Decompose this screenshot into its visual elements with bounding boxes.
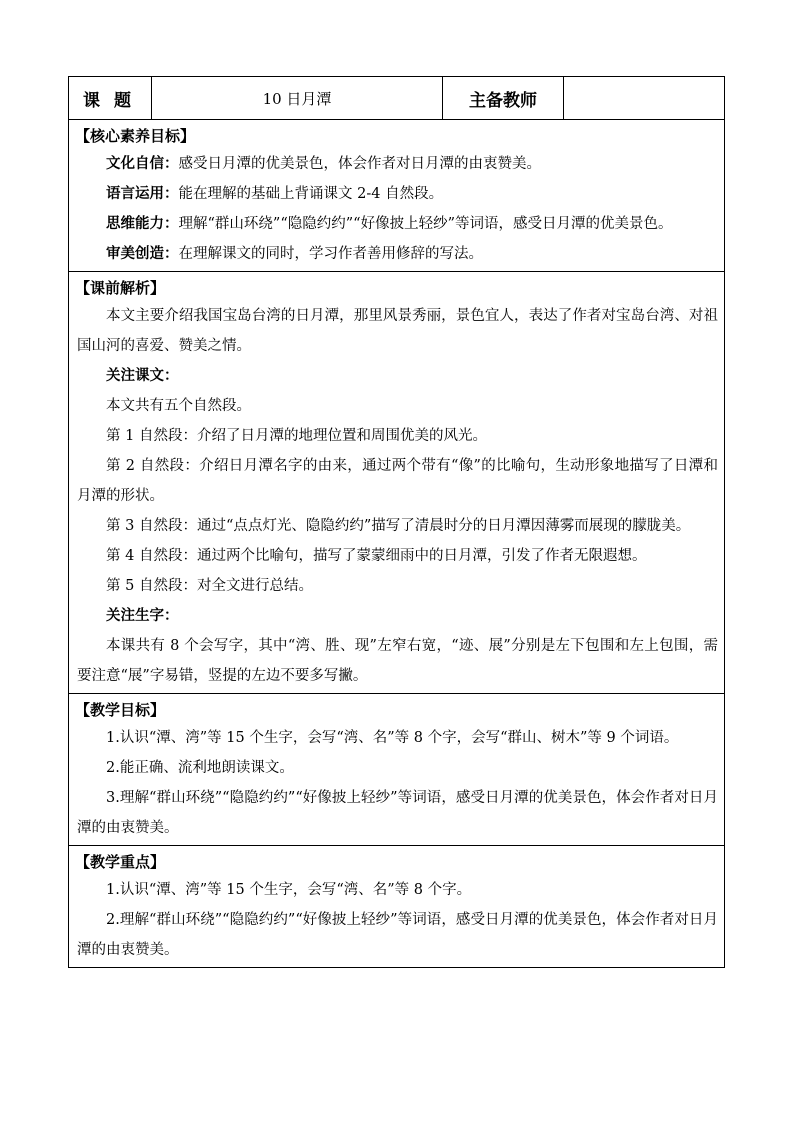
core-goal-text: 感受日月潭的优美景色，体会作者对日月潭的由衷赞美。 bbox=[178, 156, 541, 172]
analysis-paragraph: 第 4 自然段：通过两个比喻句，描写了蒙蒙细雨中的日月潭，引发了作者无限遐想。 bbox=[106, 548, 647, 564]
chars-text: 本课共有 8 个会写字，其中“湾、胜、现”左窄右宽，“迹、展”分别是左下包围和左上包围，需要注意“展”字易错，竖提的左边不要多写撇。 bbox=[77, 638, 718, 684]
focus-chars-label: 关注生字： bbox=[106, 607, 179, 624]
key-point-item: 2.理解“群山环绕”“隐隐约约”“好像披上轻纱”等词语，感受日月潭的优美景色，体会作者对日月潭的由衷赞美。 bbox=[77, 912, 718, 958]
core-goal-item bbox=[77, 179, 718, 209]
teaching-goals-section bbox=[69, 694, 725, 846]
teaching-goal-item: 2.能正确、流利地朗读课文。 bbox=[106, 760, 294, 776]
topic-label: 课题 bbox=[69, 77, 152, 120]
teacher-label: 主备教师 bbox=[443, 77, 564, 120]
analysis-intro: 本文主要介绍我国宝岛台湾的日月潭，那里风景秀丽，景色宜人，表达了作者对宝岛台湾、对祖国山河的喜爱、赞美之情。 bbox=[77, 308, 718, 354]
core-goal-label: 思维能力： bbox=[106, 215, 179, 232]
focus-text-label: 关注课文： bbox=[106, 367, 179, 384]
analysis-section bbox=[69, 272, 725, 694]
teacher-value bbox=[564, 77, 725, 120]
teaching-goals-title: 【教学目标】 bbox=[75, 701, 166, 719]
core-goals-title: 【核心素养目标】 bbox=[75, 127, 196, 145]
analysis-paragraph: 第 3 自然段：通过“点点灯光、隐隐约约”描写了清晨时分的日月潭因薄雾而展现的朦胧美。 bbox=[106, 518, 691, 534]
core-goal-item bbox=[77, 209, 718, 239]
analysis-paragraph: 第 2 自然段：介绍日月潭名字的由来，通过两个带有“像”的比喻句，生动形象地描写了日潭和月潭的形状。 bbox=[77, 458, 718, 504]
analysis-title: 【课前解析】 bbox=[75, 279, 166, 297]
analysis-paragraph: 第 1 自然段：介绍了日月潭的地理位置和周围优美的风光。 bbox=[106, 428, 487, 444]
key-points-title: 【教学重点】 bbox=[75, 853, 166, 871]
core-goal-item bbox=[77, 239, 718, 269]
core-goal-label: 文化自信： bbox=[106, 155, 179, 172]
teaching-goals-row bbox=[69, 694, 725, 846]
core-goal-text: 在理解课文的同时，学习作者善用修辞的写法。 bbox=[178, 246, 483, 262]
topic-value: 10 日月潭 bbox=[152, 77, 443, 120]
core-goal-label: 审美创造： bbox=[106, 245, 179, 262]
core-goals-row bbox=[69, 120, 725, 272]
core-goal-text: 能在理解的基础上背诵课文 2-4 自然段。 bbox=[178, 186, 444, 202]
teaching-goal-item: 3.理解“群山环绕”“隐隐约约”“好像披上轻纱”等词语，感受日月潭的优美景色，体会作者对日月潭的由衷赞美。 bbox=[77, 790, 718, 836]
key-point-item: 1.认识“潭、湾”等 15 个生字，会写“湾、名”等 8 个字。 bbox=[106, 882, 472, 898]
analysis-paragraph: 本文共有五个自然段。 bbox=[106, 398, 251, 414]
core-goal-item bbox=[77, 149, 718, 179]
lesson-plan-page bbox=[68, 76, 725, 968]
analysis-row bbox=[69, 272, 725, 694]
core-goal-text: 理解“群山环绕”“隐隐约约”“好像披上轻纱”等词语，感受日月潭的优美景色。 bbox=[178, 216, 673, 232]
core-goal-label: 语言运用： bbox=[106, 185, 179, 202]
lesson-plan-table bbox=[68, 76, 725, 968]
header-row bbox=[69, 77, 725, 120]
key-points-section bbox=[69, 846, 725, 968]
core-goals-section bbox=[69, 120, 725, 272]
key-points-row bbox=[69, 846, 725, 968]
teaching-goal-item: 1.认识“潭、湾”等 15 个生字，会写“湾、名”等 8 个字，会写“群山、树木”等 9 个词语。 bbox=[106, 730, 679, 746]
analysis-paragraph: 第 5 自然段：对全文进行总结。 bbox=[106, 578, 313, 594]
